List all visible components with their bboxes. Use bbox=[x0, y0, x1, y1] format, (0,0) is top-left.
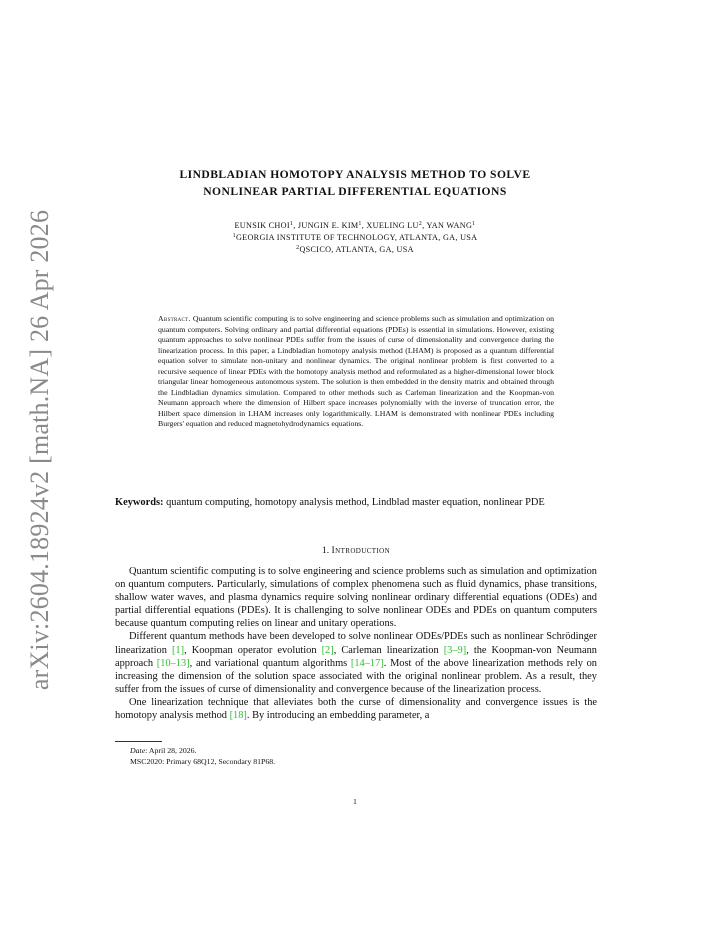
keywords bbox=[115, 496, 597, 510]
text-run: One linearization technique that alleviates both the curse of dimensionality and convergence issues is the homotopy analysis method bbox=[115, 696, 597, 722]
author-3: , XUELING LU bbox=[361, 221, 419, 230]
date-value: : April 28, 2026. bbox=[145, 746, 197, 755]
paper-title bbox=[130, 166, 580, 200]
section-body bbox=[115, 565, 597, 722]
text-run: , Carleman linearization bbox=[333, 644, 444, 656]
author-4: , YAN WANG bbox=[422, 221, 473, 230]
abstract-text: Quantum scientific computing is to solve engineering and science problems such as simulation and optimization on quantum computers. Solving ordinary and partial differential equations (PDEs) is essential in simulations. However, existing quantum approaches to solve nonlinear PDEs suffer from the issues of curse of dimensionality and convergence during the linearization process. In this paper, a Lindbladian homotopy analysis method (LHAM) is proposed as a quantum differential equation solver to simulate non-unitary and nonlinear dynamics. The original nonlinear problem is first converted to a recursive sequence of linear PDEs with the homotopy analysis method and reformulated as a higher-dimensional lower block triangular linear homogeneous autonomous system. The solution is then embedded in the density matrix and obtained through the Lindbladian dynamics simulation. Compared to other methods such as Carleman linearization and the Koopman-von Neumann approach where the dimension of Hilbert space increases polynomially with the inverse of truncation error, the Hilbert space dimension in LHAM increases only logarithmically. LHAM is demonstrated with nonlinear PDEs including Burgers' equation and reduced magnetohydrodynamics equations. bbox=[158, 314, 554, 428]
affil-mark: 1 bbox=[472, 221, 476, 227]
affil-mark: 1 bbox=[232, 233, 236, 239]
citation-link[interactable]: [14–17] bbox=[350, 657, 384, 669]
affiliation-2 bbox=[130, 244, 580, 256]
affil-mark: 1 bbox=[358, 221, 362, 227]
section-heading bbox=[115, 545, 597, 556]
title-line-1: LINDBLADIAN HOMOTOPY ANALYSIS METHOD TO SOLVE bbox=[179, 168, 531, 181]
affil-mark: 2 bbox=[418, 221, 423, 227]
citation-link[interactable]: [18] bbox=[229, 710, 247, 722]
keywords-text: quantum computing, homotopy analysis method, Lindblad master equation, nonlinear PDE bbox=[166, 497, 545, 508]
section-title: Introduction bbox=[331, 545, 391, 556]
keywords-label: Keywords: bbox=[115, 497, 164, 508]
title-line-2: NONLINEAR PARTIAL DIFFERENTIAL EQUATIONS bbox=[203, 185, 507, 198]
affiliation-1 bbox=[130, 232, 580, 244]
affil-mark: 1 bbox=[289, 221, 294, 227]
section-number: 1. bbox=[321, 545, 330, 556]
text-run: , Koopman operator evolution bbox=[184, 644, 322, 656]
paragraph-1: Quantum scientific computing is to solve engineering and science problems such as simulation and optimization on quantum computers. Particularly, simulations of complex phenomena such as fluid dynamics, phase transitions, shallow water waves, and plasma dynamics require solving nonlinear ordinary differential equations (ODEs) and partial differential equations (PDEs). It is challenging to solve nonlinear ODEs and PDEs on quantum computers because quantum computing relies on linear and unitary operations. bbox=[115, 566, 597, 630]
author-block bbox=[130, 220, 580, 256]
citation-link[interactable]: [1] bbox=[171, 644, 185, 656]
page-number: 1 bbox=[353, 797, 357, 806]
author-2: , JUNGIN E. KIM bbox=[293, 221, 359, 230]
date-footnote bbox=[130, 746, 590, 757]
text-run: . By introducing an embedding parameter, a bbox=[246, 710, 430, 722]
abstract-label: Abstract. bbox=[158, 314, 191, 323]
affiliation-1-text: GEORGIA INSTITUTE OF TECHNOLOGY, ATLANTA, GA, USA bbox=[235, 233, 478, 242]
arxiv-identifier-stamp: arXiv:2604.18924v2 [math.NA] 26 Apr 2026 bbox=[25, 209, 54, 691]
citation-link[interactable]: [10–13] bbox=[156, 657, 190, 669]
citation-link[interactable]: [3–9] bbox=[443, 644, 467, 656]
abstract bbox=[158, 314, 554, 430]
text-run: Different quantum methods have been developed to solve nonlinear ODEs/PDEs such as nonlinear Schrödinger linearization bbox=[115, 631, 597, 656]
msc-footnote: MSC2020: Primary 68Q12, Secondary 81P68. bbox=[130, 756, 276, 766]
footnotes bbox=[130, 746, 590, 767]
paragraph-2 bbox=[115, 630, 597, 695]
text-run: , and variational quantum algorithms bbox=[189, 657, 351, 669]
author-names bbox=[130, 220, 580, 232]
footnote-divider bbox=[115, 741, 162, 742]
date-label: Date bbox=[130, 746, 146, 755]
author-1: EUNSIK CHOI bbox=[234, 221, 290, 230]
text-run: , the Koopman-von Neumann approach bbox=[115, 644, 597, 669]
affil-mark: 2 bbox=[296, 245, 300, 251]
text-run: . Most of the above linearization methods rely on increasing the dimension of the solution space associated with the original nonlinear problem. As a result, they suffer from the issues of curse of dimensionality and convergence because of the linearization process. bbox=[115, 657, 597, 695]
citation-link[interactable]: [2] bbox=[321, 644, 334, 656]
affiliation-2-text: QSCICO, ATLANTA, GA, USA bbox=[299, 245, 414, 254]
paragraph-3 bbox=[115, 696, 597, 722]
